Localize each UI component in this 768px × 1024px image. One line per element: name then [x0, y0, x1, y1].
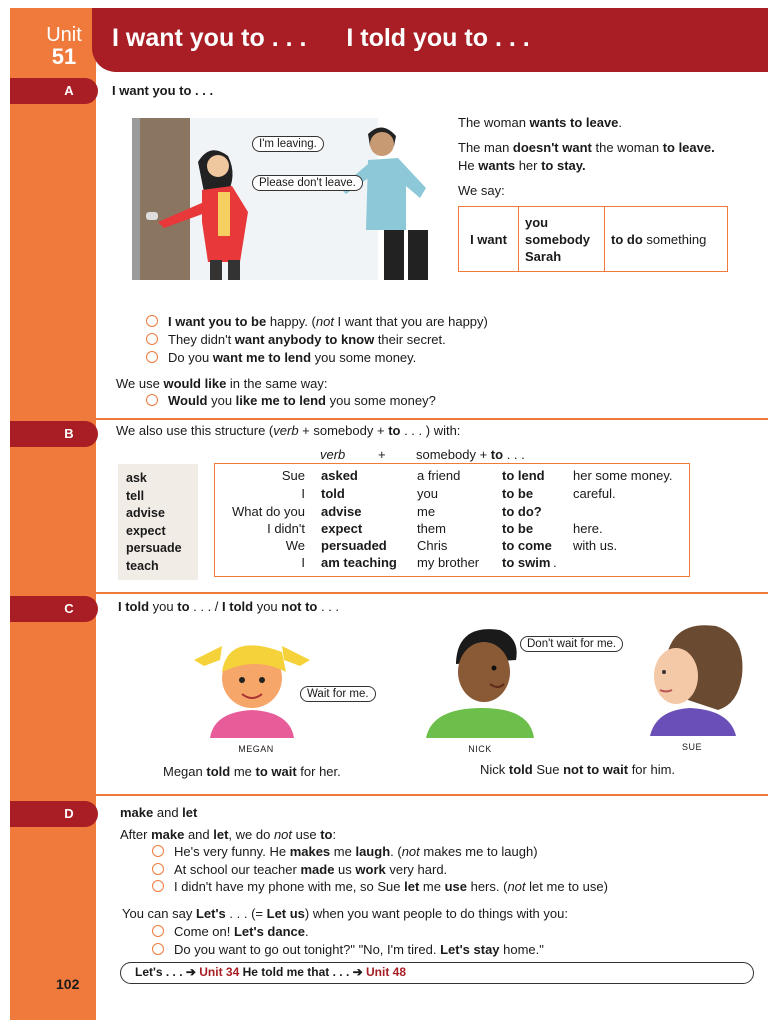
verb-list: [118, 464, 198, 580]
nick-name: NICK: [468, 744, 492, 754]
example-sentence: He's very funny. He makes me laugh. (not makes me to laugh): [152, 843, 538, 860]
bullet-circle-icon: [152, 925, 164, 937]
caption-sentence: Nick told Sue not to wait for him.: [480, 762, 676, 777]
structure-row: Sue asked a friend to lend her some money.: [281, 468, 673, 483]
section-a-heading: I want you to . . .: [112, 83, 214, 98]
megan-illustration: [192, 626, 312, 738]
bullet-circle-icon: [152, 880, 164, 892]
left-margin-bar: [10, 8, 96, 1020]
section-divider: [96, 592, 768, 594]
pattern-table: [458, 206, 728, 272]
pattern-object: you: [525, 214, 549, 230]
caption-sentence: Megan told me to wait for her.: [163, 764, 341, 779]
we-say: We say:: [458, 183, 505, 198]
sue-name: SUE: [681, 742, 702, 752]
unit-48-link[interactable]: Unit 48: [366, 965, 407, 979]
speech-bubble: I'm leaving.: [252, 136, 324, 152]
unit-word: Unit: [46, 24, 82, 46]
explanation-line: He wants her to stay.: [458, 158, 586, 173]
section-c-heading: I told you to . . . / I told you not to . . .: [118, 599, 340, 614]
section-tab-d: D: [10, 801, 98, 827]
bullet-circle-icon: [152, 943, 164, 955]
title-part2: I told you to . . .: [346, 24, 530, 52]
section-divider: [96, 794, 768, 796]
megan-name: MEGAN: [238, 744, 274, 754]
bullet-circle-icon: [146, 315, 158, 327]
verb-item: expect: [126, 523, 166, 538]
verb-item: advise: [126, 506, 165, 521]
structure-row: I am teaching my brother to swim .: [301, 555, 557, 570]
structure-row: We persuaded Chris to come with us.: [285, 538, 618, 553]
pattern-infinitive: to do something: [605, 207, 728, 272]
verb-item: teach: [126, 558, 159, 573]
section-divider: [96, 418, 768, 420]
section-tab-c: C: [10, 596, 98, 622]
unit-label: [36, 24, 92, 76]
sue-illustration: [646, 620, 746, 736]
bullet-circle-icon: [146, 351, 158, 363]
structure-table: [214, 463, 690, 577]
column-header-verb: verb: [320, 447, 346, 462]
speech-bubble: Wait for me.: [300, 686, 376, 702]
example-sentence: Would you like me to lend you some money?: [146, 392, 436, 409]
speech-bubble: Please don't leave.: [252, 175, 363, 191]
structure-row: What do you advise me to do?: [232, 504, 542, 519]
structure-row: I didn't expect them to be here.: [267, 521, 603, 536]
page-number: 102: [56, 976, 80, 992]
bullet-circle-icon: [146, 394, 158, 406]
column-header-plus: +: [378, 447, 386, 462]
example-sentence: Do you want me to lend you some money.: [146, 349, 416, 366]
verb-item: tell: [126, 488, 145, 503]
explanation-line: The man doesn't want the woman to leave.: [458, 140, 715, 155]
speech-bubble: Don't wait for me.: [520, 636, 623, 652]
bullet-circle-icon: [152, 863, 164, 875]
example-sentence: They didn't want anybody to know their secret.: [146, 331, 446, 348]
example-sentence: At school our teacher made us work very hard.: [152, 861, 447, 878]
verb-item: ask: [126, 471, 147, 485]
lets-note: You can say Let's . . . (= Let us) when you want people to do things with you:: [122, 906, 568, 921]
explanation-line: The woman wants to leave.: [458, 115, 623, 130]
example-sentence: I didn't have my phone with me, so Sue let me use hers. (not let me to use): [152, 878, 608, 895]
section-tab-a: A: [10, 78, 98, 104]
bullet-circle-icon: [152, 845, 164, 857]
section-d-heading: make and let: [120, 805, 198, 820]
section-b-intro: We also use this structure (verb + somebody + to . . . ) with:: [116, 423, 461, 438]
verb-item: persuade: [126, 541, 182, 556]
section-d-intro: After make and let, we do not use to:: [120, 827, 337, 842]
unit-34-link[interactable]: Unit 34: [199, 965, 240, 979]
example-sentence: I want you to be happy. (not I want that you are happy): [146, 313, 488, 330]
column-header-somebody: somebody + to . . .: [416, 447, 525, 462]
usage-note: We use would like in the same way:: [116, 376, 328, 391]
bullet-circle-icon: [146, 333, 158, 345]
title-part1: I want you to . . .: [112, 24, 307, 52]
unit-number: 51: [51, 44, 77, 69]
pattern-object: somebody: [525, 231, 591, 247]
pattern-object: Sarah: [525, 248, 562, 264]
page-title: [112, 24, 530, 53]
example-sentence: Come on! Let's dance.: [152, 923, 309, 940]
structure-row: I told you to be careful.: [301, 486, 616, 501]
cross-reference-box: Let's . . . ➔ Unit 34 He told me that . . . ➔ Unit 48: [120, 962, 754, 984]
section-tab-b: B: [10, 421, 98, 447]
pattern-subject: I want: [470, 231, 507, 247]
example-sentence: Do you want to go out tonight?" "No, I'm tired. Let's stay home.": [152, 941, 544, 958]
